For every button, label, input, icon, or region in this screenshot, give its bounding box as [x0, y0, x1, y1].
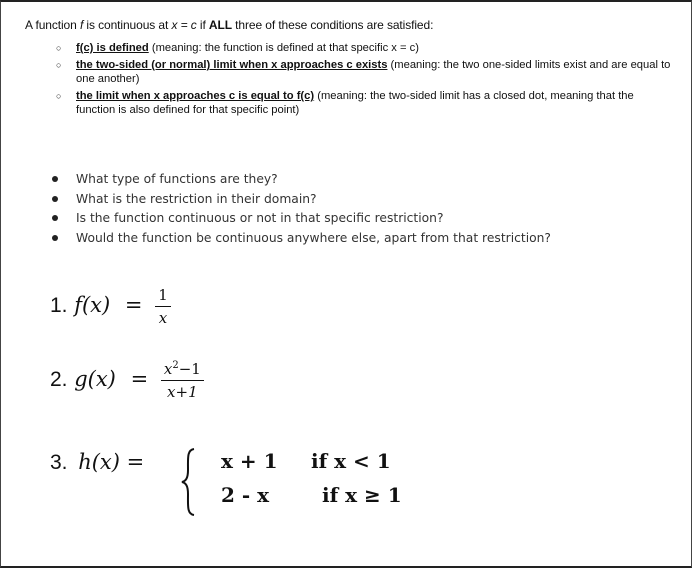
equation-2-denominator: x+1	[167, 383, 198, 401]
question-item	[52, 190, 551, 210]
condition-item	[56, 58, 676, 86]
circle-bullet-icon: ○	[56, 43, 62, 53]
questions-list	[52, 170, 551, 248]
equation-1-number: 1.	[50, 294, 68, 317]
left-brace-icon	[180, 448, 196, 516]
equation-2-lhs: g(x)	[74, 367, 116, 391]
bullet-dot-icon	[52, 215, 58, 221]
condition-note: (meaning: the two-sided limit has a closed dot, meaning that the function is also defined for that specific point)	[76, 90, 634, 116]
equation-2-fraction	[161, 360, 204, 401]
intro-text-3: if	[196, 18, 209, 32]
equation-2-numerator-rest: −1	[178, 360, 201, 378]
condition-title: f(c) is defined	[76, 42, 149, 54]
equation-2-numerator	[161, 360, 204, 381]
condition-item	[56, 89, 676, 117]
condition-title: the two-sided (or normal) limit when x approaches c exists	[76, 59, 388, 71]
question-item	[52, 209, 551, 229]
equation-2-number: 2.	[50, 368, 68, 391]
equation-2-equals: =	[130, 367, 149, 391]
intro-text-1: A function	[25, 18, 80, 32]
equation-1-equals: =	[124, 293, 143, 317]
piece-2-expression: 2 - x	[221, 483, 270, 507]
equation-1-lhs: f(x)	[74, 293, 111, 317]
equation-2-exponent: 2	[172, 360, 179, 371]
question-text: Would the function be continuous anywhere else, apart from that restriction?	[76, 230, 551, 245]
question-item	[52, 170, 551, 190]
equation-1-denominator: x	[158, 309, 168, 327]
bullet-dot-icon	[52, 196, 58, 202]
equation-1-fraction	[155, 286, 171, 327]
piece-2-condition: if x ≥ 1	[322, 483, 402, 507]
equation-3-lhs: h(x) =	[78, 450, 145, 474]
equation-3	[50, 450, 144, 475]
condition-note: (meaning: the two one-sided limits exist and are equal to one another)	[76, 59, 671, 85]
intro-text-2: is continuous at	[83, 18, 172, 32]
condition-title: the limit when x approaches c is equal to f(c)	[76, 90, 315, 102]
intro-sentence	[25, 18, 433, 32]
question-text: What type of functions are they?	[76, 172, 278, 186]
piece-1-expression: x + 1	[221, 449, 278, 473]
intro-f: f	[79, 18, 84, 32]
equation-3-number: 3.	[50, 451, 68, 474]
circle-bullet-icon: ○	[56, 60, 62, 70]
question-item	[52, 229, 551, 249]
equation-1-numerator: 1	[155, 286, 171, 307]
question-text: What is the restriction in their domain?	[76, 191, 317, 206]
equation-2	[50, 360, 204, 401]
equation-2-numerator-base: x	[163, 360, 173, 378]
intro-all: ALL	[208, 18, 232, 32]
intro-text-4: three of these conditions are satisfied:	[231, 18, 434, 32]
bullet-dot-icon	[52, 235, 58, 241]
conditions-list	[56, 41, 676, 120]
intro-x-equals-c: x = c	[171, 18, 197, 32]
condition-item	[56, 41, 676, 55]
question-text: Is the function continuous or not in that specific restriction?	[76, 211, 444, 225]
circle-bullet-icon: ○	[56, 91, 62, 101]
piece-1-condition: if x < 1	[311, 449, 391, 473]
bullet-dot-icon	[52, 176, 58, 182]
equation-1	[50, 286, 171, 327]
condition-note: (meaning: the function is defined at that specific x = c)	[148, 42, 419, 54]
